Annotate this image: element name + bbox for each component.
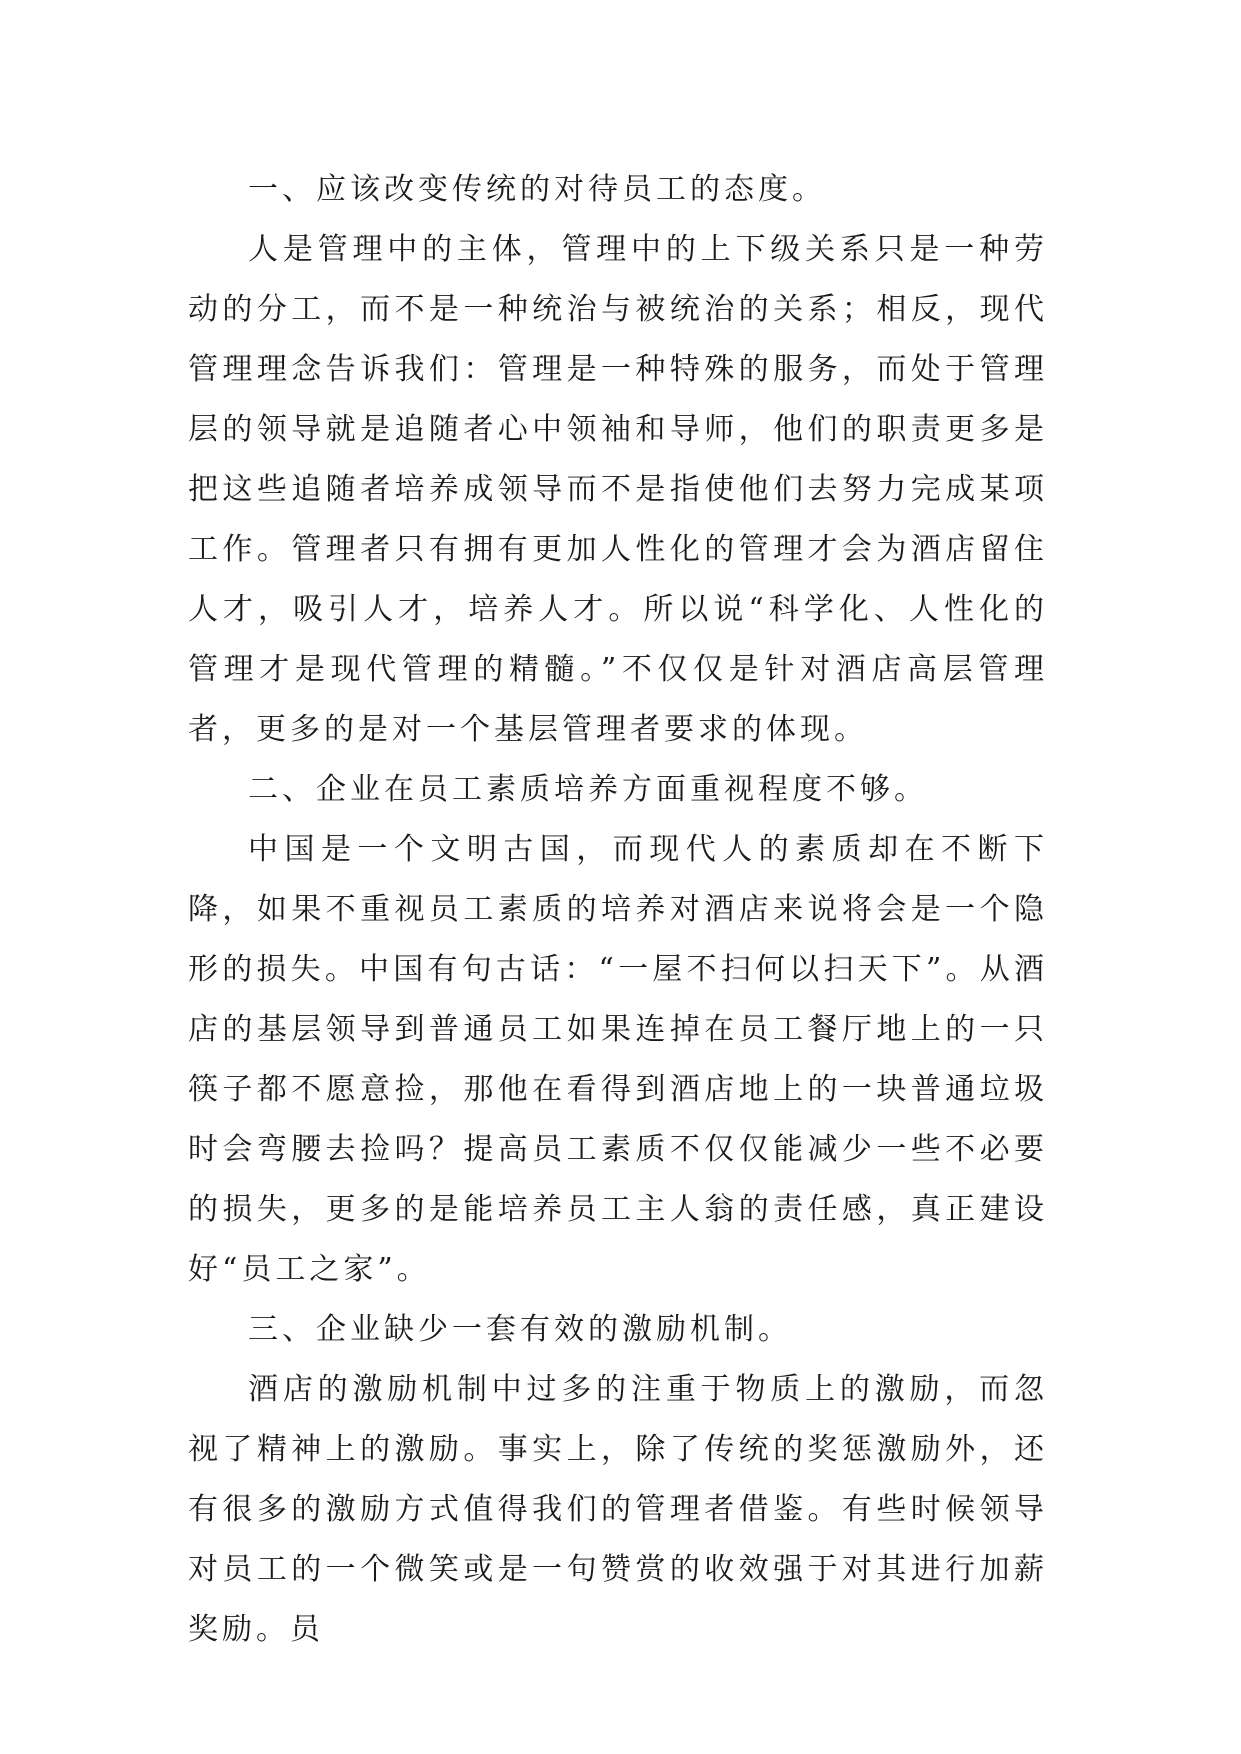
section-heading-1: 一、应该改变传统的对待员工的态度。 <box>248 172 826 207</box>
section-paragraph-1: 人是管理中的主体，管理中的上下级关系只是一种劳动的分工，而不是一种统治与被统治的关系；相反，现代管理理念告诉我们：管理是一种特殊的服务，而处于管理层的领导就是追随者心中领袖和导师，他们的职责更多是把这些追随者培养成领导而不是指使他们去努力完成某项工作。管理者只有拥有更加人性化的管理才会为酒店留住人才，吸引人才，培养人才。所以说“科学化、人性化的管理才是现代管理的精髓。”不仅仅是针对酒店高层管理者，更多的是对一个基层管理者要求的体现。 <box>188 232 1048 747</box>
section-paragraph-3: 酒店的激励机制中过多的注重于物质上的激励，而忽视了精神上的激励。事实上，除了传统的奖惩激励外，还有很多的激励方式值得我们的管理者借鉴。有些时候领导对员工的一个微笑或是一句赞赏的收效强于对其进行加薪奖励。员 <box>188 1372 1048 1647</box>
document-body <box>188 160 1048 1660</box>
section-heading-2: 二、企业在员工素质培养方面重视程度不够。 <box>248 772 928 807</box>
section-paragraph-2: 中国是一个文明古国，而现代人的素质却在不断下降，如果不重视员工素质的培养对酒店来说将会是一个隐形的损失。中国有句古话：“一屋不扫何以扫天下”。从酒店的基层领导到普通员工如果连掉在员工餐厅地上的一只筷子都不愿意捡，那他在看得到酒店地上的一块普通垃圾时会弯腰去捡吗？提高员工素质不仅仅能减少一些不必要的损失，更多的是能培养员工主人翁的责任感，真正建设好“员工之家”。 <box>188 832 1048 1287</box>
section-heading-3: 三、企业缺少一套有效的激励机制。 <box>248 1312 792 1347</box>
